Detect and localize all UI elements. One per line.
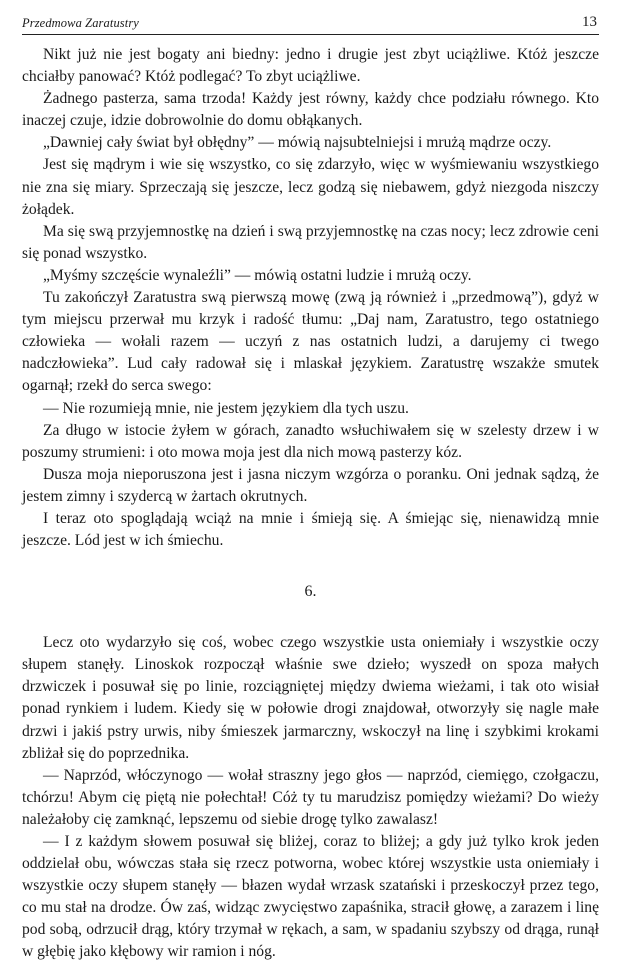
- paragraph: „Dawniej cały świat był obłędny” — mówią najsubtelniejsi i mrużą mądrze oczy.: [43, 134, 552, 152]
- paragraph: Lecz oto wydarzyło się coś, wobec czego wszystkie usta oniemiały i wszystkie oczy słupem stanęły. Linoskok rozpoczął właśnie swe dzieło; wyszedł on spoza małych drzwiczek i posuwał się po linie, rozciągniętej między dwiema wieżami, i tak oto wisiał ponad rynkiem i ludem. Kiedy się w połowie drogi znajdował, otworzyły się nagle małe drzwi i jakiś pstry urwis, niby śmieszek jarmarczny, wskoczył na linę i szybkimi krokami zbliżał się do poprzednika.: [22, 634, 599, 762]
- running-title: Przedmowa Zaratustry: [22, 16, 139, 30]
- section-number: 6.: [304, 583, 317, 601]
- paragraph: — Naprzód, włóczynogo — wołał straszny jego głos — naprzód, ciemięgo, czołgaczu, tchórzu! Abym cię piętą nie połechtał! Cóż ty tu marudzisz pomiędzy wieżami? Do wieży należałoby cię zamknąć, lepszemu od siebie drogę tylko zawalasz!: [22, 766, 599, 828]
- paragraph: I teraz oto spoglądają wciąż na mnie i śmieją się. A śmiejąc się, nienawidzą mnie jeszcze. Lód jest w ich śmiechu.: [22, 509, 599, 550]
- running-head: [22, 14, 599, 35]
- paragraph: Żadnego pasterza, sama trzoda! Każdy jest równy, każdy chce podziału równego. Kto inaczej czuje, idzie dobrowolnie do domu obłąkanych.: [22, 90, 599, 130]
- paragraph: Za długo w istocie żyłem w górach, zanadto wsłuchiwałem się w szelesty drzew i w poszumy strumieni: i oto mowa moja jest dla nich mową pasterzy kóz.: [22, 421, 599, 461]
- paragraph: — Nie rozumieją mnie, nie jestem językiem dla tych uszu.: [43, 399, 409, 417]
- paragraph: Tu zakończył Zaratustra swą pierwszą mowę (zwą ją również i „przedmową”), gdyż w tym miejscu przerwał mu krzyk i radość tłumu: „Daj nam, Zaratustro, tego ostatniego człowieka — wołali razem — uczyń z nas ostatnich ludzi, a darujemy ci twego nadczłowieka”. Lud cały radował się i mlaskał językiem. Zaratustrę wszakże smutek ogarnął; rzekł do serca swego:: [22, 289, 599, 395]
- paragraph: Ma się swą przyjemnostkę na dzień i swą przyjemnostkę na czas nocy; lecz zdrowie ceni się ponad wszystko.: [22, 222, 599, 262]
- paragraph: „Myśmy szczęście wynaleźli” — mówią ostatni ludzie i mrużą oczy.: [43, 266, 472, 284]
- paragraph: Dusza moja nieporuszona jest i jasna niczym wzgórza o poranku. Oni jednak sądzą, że jestem zimny i szydercą w żartach okrutnych.: [22, 465, 599, 505]
- paragraph: Nikt już nie jest bogaty ani biedny: jedno i drugie jest zbyt uciążliwe. Któż jeszcze chciałby panować? Któż podlegać? To zbyt uciążliwe.: [22, 46, 599, 86]
- paragraph: — I z każdym słowem posuwał się bliżej, coraz to bliżej; a gdy już tylko krok jeden oddzielał obu, wówczas stała się rzecz potworna, wobec której wszystkie usta oniemiały i wszystkie oczy słupem stanęły — błazen wydał wrzask szatański i przeskoczył przez tego, co mu stał na drodze. Ów zaś, widząc zwycięstwo zapaśnika, stracił głowę, a zarazem i linę pod sobą, odrzucił drąg, który trzymał w rękach, a sam, w spadaniu szybszy od drąga, runął w głębię jako kłębowy wir ramion i nóg.: [22, 833, 599, 961]
- page-number: 13: [582, 14, 597, 30]
- body-text: [22, 44, 599, 964]
- paragraph: Jest się mądrym i wie się wszystko, co się zdarzyło, więc w wyśmiewaniu wszystkiego nie zna się miary. Sprzeczają się jeszcze, lecz godzą się niebawem, gdyż niezgoda niszczy żołądek.: [22, 156, 599, 218]
